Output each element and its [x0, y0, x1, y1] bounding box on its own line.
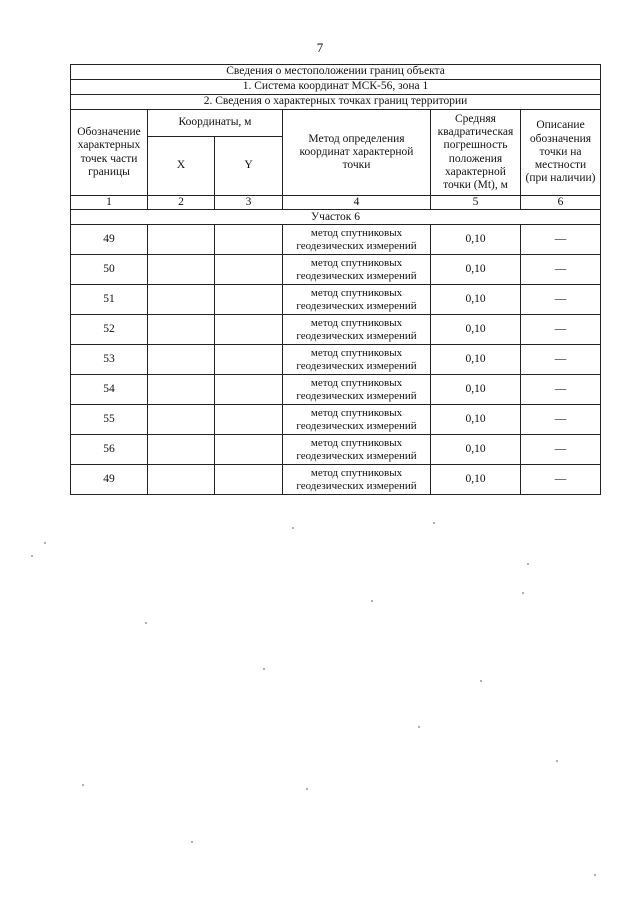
- col-method-header: Метод определения координат характерной точки: [283, 110, 431, 196]
- col-number: 2: [148, 196, 215, 210]
- method-cell: метод спутниковых геодезических измерений: [283, 435, 431, 465]
- y-cell: [215, 345, 283, 375]
- col-designation-header: Обозначение характерных точек части границы: [71, 110, 148, 196]
- point-cell: 52: [71, 315, 148, 345]
- col-number: 3: [215, 196, 283, 210]
- scan-speck: [556, 760, 558, 762]
- point-cell: 50: [71, 255, 148, 285]
- y-cell: [215, 465, 283, 495]
- x-cell: [148, 405, 215, 435]
- scan-speck: [31, 555, 33, 557]
- y-cell: [215, 225, 283, 255]
- x-cell: [148, 465, 215, 495]
- y-cell: [215, 435, 283, 465]
- description-cell: —: [521, 345, 601, 375]
- x-cell: [148, 285, 215, 315]
- method-cell: метод спутниковых геодезических измерений: [283, 225, 431, 255]
- y-cell: [215, 255, 283, 285]
- point-cell: 56: [71, 435, 148, 465]
- col-coordinates-header: Координаты, м: [148, 110, 283, 137]
- method-cell: метод спутниковых геодезических измерений: [283, 345, 431, 375]
- description-cell: —: [521, 285, 601, 315]
- error-cell: 0,10: [431, 375, 521, 405]
- method-cell: метод спутниковых геодезических измерений: [283, 285, 431, 315]
- scan-speck: [594, 874, 596, 876]
- error-cell: 0,10: [431, 285, 521, 315]
- x-cell: [148, 255, 215, 285]
- section-heading: 2. Сведения о характерных точках границ территории: [71, 95, 601, 110]
- table-row: [71, 225, 601, 255]
- col-description-header: Описание обозначения точки на местности (при наличии): [521, 110, 601, 196]
- error-cell: 0,10: [431, 465, 521, 495]
- col-number: 1: [71, 196, 148, 210]
- scan-speck: [480, 680, 482, 682]
- col-number: 6: [521, 196, 601, 210]
- x-cell: [148, 225, 215, 255]
- description-cell: —: [521, 405, 601, 435]
- table-row: [71, 315, 601, 345]
- method-cell: метод спутниковых геодезических измерений: [283, 405, 431, 435]
- table-row: [71, 285, 601, 315]
- method-cell: метод спутниковых геодезических измерений: [283, 375, 431, 405]
- description-cell: —: [521, 465, 601, 495]
- boundary-points-table: [70, 64, 601, 495]
- scan-speck: [82, 784, 84, 786]
- point-cell: 51: [71, 285, 148, 315]
- page-number: 7: [316, 40, 324, 55]
- scan-speck: [433, 522, 435, 524]
- scan-speck: [522, 592, 524, 594]
- col-x-header: X: [148, 137, 215, 196]
- scan-speck: [527, 563, 529, 565]
- scan-speck: [371, 600, 373, 602]
- section-title: Участок 6: [71, 210, 601, 225]
- x-cell: [148, 345, 215, 375]
- point-cell: 54: [71, 375, 148, 405]
- point-cell: 53: [71, 345, 148, 375]
- table-row: [71, 345, 601, 375]
- scan-speck: [418, 726, 420, 728]
- point-cell: 49: [71, 225, 148, 255]
- table-row: [71, 435, 601, 465]
- scan-speck: [263, 668, 265, 670]
- table-row: [71, 465, 601, 495]
- point-cell: 55: [71, 405, 148, 435]
- col-number: 4: [283, 196, 431, 210]
- scan-speck: [292, 527, 294, 529]
- description-cell: —: [521, 255, 601, 285]
- y-cell: [215, 285, 283, 315]
- error-cell: 0,10: [431, 225, 521, 255]
- scan-speck: [44, 542, 46, 544]
- table-row: [71, 255, 601, 285]
- description-cell: —: [521, 225, 601, 255]
- description-cell: —: [521, 435, 601, 465]
- x-cell: [148, 375, 215, 405]
- col-y-header: Y: [215, 137, 283, 196]
- coordinate-system: 1. Система координат МСК-56, зона 1: [71, 80, 601, 95]
- y-cell: [215, 375, 283, 405]
- point-cell: 49: [71, 465, 148, 495]
- error-cell: 0,10: [431, 345, 521, 375]
- x-cell: [148, 315, 215, 345]
- y-cell: [215, 405, 283, 435]
- table-row: [71, 405, 601, 435]
- error-cell: 0,10: [431, 435, 521, 465]
- table-row: [71, 375, 601, 405]
- description-cell: —: [521, 315, 601, 345]
- scan-speck: [306, 788, 308, 790]
- y-cell: [215, 315, 283, 345]
- error-cell: 0,10: [431, 255, 521, 285]
- method-cell: метод спутниковых геодезических измерений: [283, 255, 431, 285]
- description-cell: —: [521, 375, 601, 405]
- scan-speck: [191, 841, 193, 843]
- x-cell: [148, 435, 215, 465]
- method-cell: метод спутниковых геодезических измерений: [283, 465, 431, 495]
- error-cell: 0,10: [431, 405, 521, 435]
- scan-speck: [145, 622, 147, 624]
- error-cell: 0,10: [431, 315, 521, 345]
- method-cell: метод спутниковых геодезических измерений: [283, 315, 431, 345]
- col-error-header: Средняя квадратическая погрешность положения характерной точки (Mt), м: [431, 110, 521, 196]
- table-title: Сведения о местоположении границ объекта: [71, 65, 601, 80]
- col-number: 5: [431, 196, 521, 210]
